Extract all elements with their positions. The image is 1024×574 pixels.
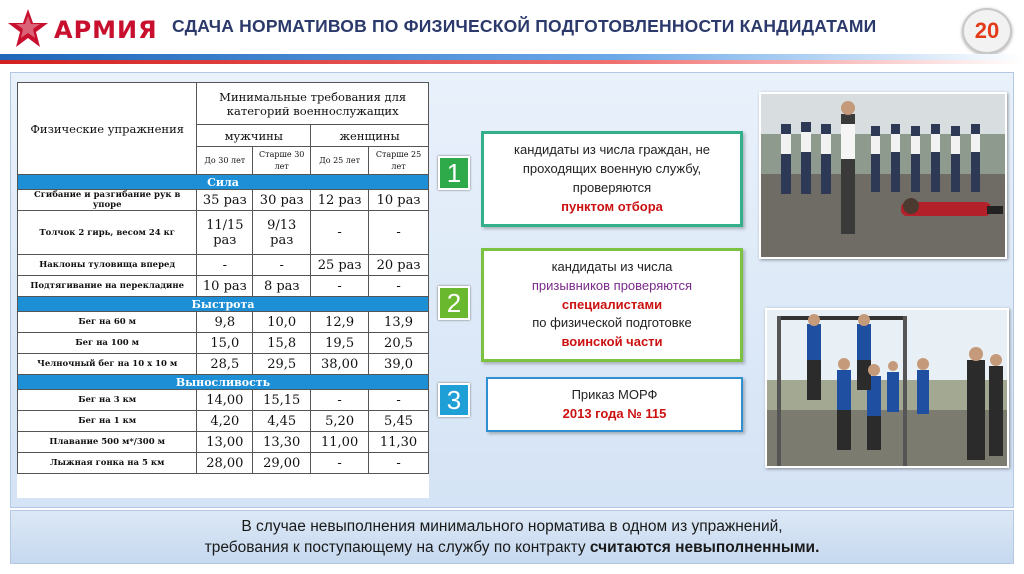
value-cell: - (311, 390, 369, 411)
value-cell: 28,00 (197, 453, 253, 474)
value-cell: 11,00 (311, 432, 369, 453)
step-box-2 (481, 248, 743, 362)
value-cell: 12 раз (311, 190, 369, 211)
step-number-1: 1 (438, 156, 470, 190)
section-strength: Сила (18, 175, 429, 190)
value-cell: - (369, 390, 429, 411)
step-2-text-b: по физической подготовке (532, 315, 692, 331)
value-cell: 9/13 раз (253, 211, 311, 255)
table-row (18, 190, 429, 211)
exercise-name: Бег на 1 км (18, 411, 197, 432)
table-row (18, 453, 429, 474)
note-line-2 (11, 537, 1013, 558)
value-cell: 4,45 (253, 411, 311, 432)
value-cell: 13,00 (197, 432, 253, 453)
step-number-2: 2 (438, 286, 470, 320)
header-exercise: Физические упражнения (18, 83, 197, 175)
exercise-name: Бег на 100 м (18, 333, 197, 354)
exercise-name: Сгибание и разгибание рук в упоре (18, 190, 197, 211)
value-cell: 29,00 (253, 453, 311, 474)
value-cell: - (311, 276, 369, 297)
table-row (18, 354, 429, 375)
value-cell: 15,0 (197, 333, 253, 354)
table-row (18, 411, 429, 432)
step-3-text: Приказ МОРФ (571, 386, 658, 402)
note-line-2-text: требования к поступающему на службу по контракту (204, 539, 586, 556)
logo-text: АРМИЯ (54, 16, 158, 44)
table-row (18, 255, 429, 276)
value-cell: 13,30 (253, 432, 311, 453)
value-cell: 5,20 (311, 411, 369, 432)
header-requirements: Минимальные требования для категорий военнослужащих (197, 83, 429, 125)
value-cell: - (369, 211, 429, 255)
star-icon (6, 6, 50, 50)
value-cell: 25 раз (311, 255, 369, 276)
value-cell: - (197, 255, 253, 276)
header-women: женщины (311, 125, 429, 147)
value-cell: 11,30 (369, 432, 429, 453)
header (0, 0, 1024, 62)
value-cell: 14,00 (197, 390, 253, 411)
step-2-text-a: кандидаты из числа (551, 258, 673, 274)
table-row (18, 276, 429, 297)
value-cell: - (369, 276, 429, 297)
exercise-name: Челночный бег на 10 х 10 м (18, 354, 197, 375)
value-cell: 12,9 (311, 312, 369, 333)
exercise-name: Бег на 60 м (18, 312, 197, 333)
value-cell: 5,45 (369, 411, 429, 432)
value-cell: 15,15 (253, 390, 311, 411)
value-cell: - (311, 211, 369, 255)
exercise-name: Бег на 3 км (18, 390, 197, 411)
photo-pull-ups (765, 308, 1009, 468)
value-cell: 29,5 (253, 354, 311, 375)
value-cell: 9,8 (197, 312, 253, 333)
value-cell: 10 раз (369, 190, 429, 211)
standards-table (17, 82, 429, 474)
note-line-2-bold: считаются невыполненными. (589, 539, 820, 556)
header-men: мужчины (197, 125, 311, 147)
step-2-highlight-2: воинской части (561, 334, 663, 350)
value-cell: 13,9 (369, 312, 429, 333)
value-cell: 38,00 (311, 354, 369, 375)
table-row (18, 312, 429, 333)
exercise-name: Толчок 2 гирь, весом 24 кг (18, 211, 197, 255)
step-number-3: 3 (438, 383, 470, 417)
value-cell: 30 раз (253, 190, 311, 211)
exercise-name: Наклоны туловища вперед (18, 255, 197, 276)
value-cell: 11/15 раз (197, 211, 253, 255)
header-age-women-1: До 25 лет (311, 147, 369, 175)
value-cell: - (369, 453, 429, 474)
pull-ups-illustration (767, 310, 1009, 468)
value-cell: 28,5 (197, 354, 253, 375)
value-cell: 10 раз (197, 276, 253, 297)
note-line-1: В случае невыполнения минимального норматива в одном из упражнений, (241, 518, 783, 535)
photo-push-ups (759, 92, 1007, 259)
step-2-text-purple: призывников проверяются (531, 277, 693, 293)
value-cell: - (253, 255, 311, 276)
header-stripe-red (0, 60, 1024, 64)
value-cell: 35 раз (197, 190, 253, 211)
step-box-1 (481, 131, 743, 227)
page-title: СДАЧА НОРМАТИВОВ ПО ФИЗИЧЕСКОЙ ПОДГОТОВЛЕННОСТИ КАНДИДАТАМИ (172, 16, 877, 36)
push-ups-illustration (761, 94, 1007, 259)
exercise-name: Лыжная гонка на 5 км (18, 453, 197, 474)
value-cell: 39,0 (369, 354, 429, 375)
value-cell: 20,5 (369, 333, 429, 354)
standards-table-wrapper (17, 82, 429, 498)
slide-number: 20 (962, 8, 1012, 54)
value-cell: - (311, 453, 369, 474)
step-1-highlight: пунктом отбора (561, 198, 663, 214)
section-endurance: Выносливость (18, 375, 429, 390)
section-speed: Быстрота (18, 297, 429, 312)
value-cell: 15,8 (253, 333, 311, 354)
exercise-name: Плавание 500 м*/300 м (18, 432, 197, 453)
value-cell: 4,20 (197, 411, 253, 432)
table-row (18, 390, 429, 411)
table-row (18, 333, 429, 354)
step-2-highlight-1: специалистами (561, 296, 663, 312)
table-row (18, 211, 429, 255)
value-cell: 8 раз (253, 276, 311, 297)
header-age-men-1: До 30 лет (197, 147, 253, 175)
army-logo (6, 6, 156, 52)
table-row (18, 432, 429, 453)
step-box-3 (486, 377, 743, 432)
step-3-highlight: 2013 года № 115 (562, 405, 667, 421)
step-1-text: кандидаты из числа граждан, не проходящих военную службу, проверяются (514, 142, 710, 195)
value-cell: 19,5 (311, 333, 369, 354)
header-age-men-2: Старше 30 лет (253, 147, 311, 175)
header-age-women-2: Старше 25 лет (369, 147, 429, 175)
exercise-name: Подтягивание на перекладине (18, 276, 197, 297)
bottom-note (10, 510, 1014, 564)
value-cell: 10,0 (253, 312, 311, 333)
value-cell: 20 раз (369, 255, 429, 276)
